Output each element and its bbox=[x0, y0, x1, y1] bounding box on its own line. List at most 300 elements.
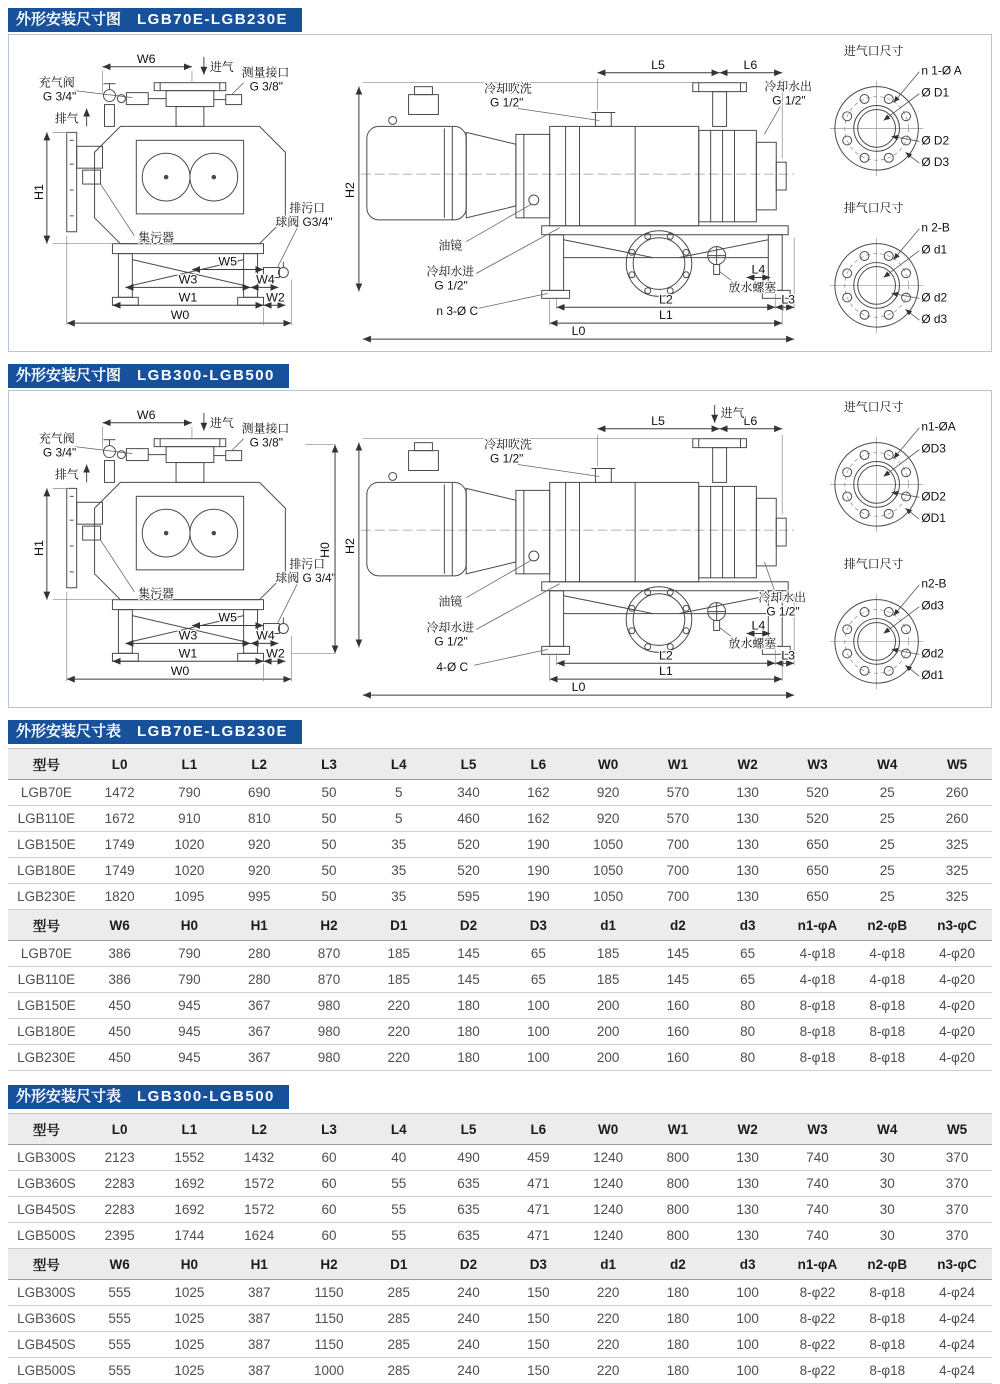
value-cell: 80 bbox=[713, 1019, 783, 1045]
column-header: W2 bbox=[713, 749, 783, 780]
column-header: n2-φB bbox=[852, 1249, 922, 1280]
label-w2: W2 bbox=[266, 646, 285, 661]
value-cell: 5 bbox=[364, 806, 434, 832]
value-cell: 700 bbox=[643, 884, 713, 910]
label-cooling-purge-size: G 1/2" bbox=[490, 95, 524, 110]
model-cell: LGB230E bbox=[8, 884, 85, 910]
value-cell: 240 bbox=[434, 1332, 504, 1358]
inlet-flange-drawing bbox=[830, 72, 923, 176]
column-header: 型号 bbox=[8, 749, 85, 780]
value-cell: 1025 bbox=[155, 1280, 225, 1306]
value-cell: 387 bbox=[224, 1358, 294, 1384]
value-cell: 180 bbox=[643, 1280, 713, 1306]
inlet-flange-title: 进气口尺寸 bbox=[843, 43, 904, 58]
value-cell: 220 bbox=[573, 1358, 643, 1384]
column-header: 型号 bbox=[8, 1249, 85, 1280]
label-w5: W5 bbox=[218, 254, 238, 269]
column-header: d3 bbox=[713, 1249, 783, 1280]
value-cell: 285 bbox=[364, 1306, 434, 1332]
table-row bbox=[8, 993, 992, 1019]
value-cell: 180 bbox=[643, 1358, 713, 1384]
label-oil-sight: 油镜 bbox=[438, 238, 463, 253]
value-cell: 1150 bbox=[294, 1280, 364, 1306]
value-cell: 555 bbox=[85, 1280, 155, 1306]
value-cell: 370 bbox=[922, 1171, 992, 1197]
table-header-row bbox=[8, 910, 992, 941]
value-cell: 180 bbox=[643, 1306, 713, 1332]
table-header-row bbox=[8, 1249, 992, 1280]
label-w1: W1 bbox=[178, 290, 198, 305]
value-cell: 1020 bbox=[155, 832, 225, 858]
value-cell: 285 bbox=[364, 1280, 434, 1306]
label-charge-valve-size: G 3/4" bbox=[42, 445, 77, 460]
label-charge-valve: 充气阀 bbox=[38, 431, 75, 446]
label-charge-valve-size: G 3/4" bbox=[42, 89, 77, 104]
column-header: 型号 bbox=[8, 910, 85, 941]
value-cell: 4-φ20 bbox=[922, 1045, 992, 1071]
value-cell: 570 bbox=[643, 806, 713, 832]
column-header: W3 bbox=[783, 749, 853, 780]
value-cell: 185 bbox=[364, 967, 434, 993]
label-drain-valve: 球阀 G 3/4" bbox=[275, 570, 336, 585]
label-h1: H1 bbox=[31, 540, 46, 556]
column-header: W1 bbox=[643, 749, 713, 780]
column-header: d2 bbox=[643, 910, 713, 941]
value-cell: 1749 bbox=[85, 858, 155, 884]
column-header: n3-φC bbox=[922, 910, 992, 941]
value-cell: 4-φ18 bbox=[852, 967, 922, 993]
outlet-flange-title: 排气口尺寸 bbox=[843, 200, 904, 215]
label-intake: 进气 bbox=[209, 415, 234, 430]
value-cell: 1472 bbox=[85, 780, 155, 806]
label-l6: L6 bbox=[743, 413, 758, 428]
model-cell: LGB300S bbox=[8, 1280, 85, 1306]
value-cell: 8-φ18 bbox=[852, 993, 922, 1019]
value-cell: 130 bbox=[713, 1145, 783, 1171]
section-header-table-2 bbox=[8, 1085, 289, 1109]
column-header: D2 bbox=[434, 1249, 504, 1280]
value-cell: 240 bbox=[434, 1280, 504, 1306]
value-cell: 1150 bbox=[294, 1332, 364, 1358]
label-w5: W5 bbox=[218, 610, 238, 625]
value-cell: 980 bbox=[294, 1019, 364, 1045]
label-h2: H2 bbox=[342, 538, 357, 554]
value-cell: 285 bbox=[364, 1358, 434, 1384]
table-row bbox=[8, 1306, 992, 1332]
column-header: W4 bbox=[852, 1114, 922, 1145]
label-cooling-in: 冷却水进 bbox=[426, 264, 475, 279]
value-cell: 60 bbox=[294, 1197, 364, 1223]
label-w6: W6 bbox=[136, 51, 156, 66]
value-cell: 100 bbox=[503, 1019, 573, 1045]
value-cell: 635 bbox=[434, 1197, 504, 1223]
value-cell: 240 bbox=[434, 1306, 504, 1332]
table-row bbox=[8, 967, 992, 993]
value-cell: 650 bbox=[783, 832, 853, 858]
section-title: 外形安装尺寸表 bbox=[16, 1088, 122, 1105]
label-dirt-collector: 集污器 bbox=[138, 230, 175, 245]
table-row bbox=[8, 806, 992, 832]
value-cell: 220 bbox=[364, 1045, 434, 1071]
value-cell: 220 bbox=[364, 1019, 434, 1045]
value-cell: 200 bbox=[573, 1019, 643, 1045]
value-cell: 800 bbox=[643, 1171, 713, 1197]
column-header: H0 bbox=[155, 1249, 225, 1280]
value-cell: 520 bbox=[434, 858, 504, 884]
value-cell: 130 bbox=[713, 832, 783, 858]
value-cell: 595 bbox=[434, 884, 504, 910]
value-cell: 386 bbox=[85, 941, 155, 967]
value-cell: 220 bbox=[573, 1332, 643, 1358]
value-cell: 570 bbox=[643, 780, 713, 806]
value-cell: 800 bbox=[643, 1223, 713, 1249]
value-cell: 35 bbox=[364, 858, 434, 884]
value-cell: 280 bbox=[224, 941, 294, 967]
value-cell: 60 bbox=[294, 1145, 364, 1171]
model-cell: LGB300S bbox=[8, 1145, 85, 1171]
value-cell: 100 bbox=[503, 993, 573, 1019]
model-cell: LGB180E bbox=[8, 858, 85, 884]
value-cell: 386 bbox=[85, 967, 155, 993]
value-cell: 25 bbox=[852, 858, 922, 884]
value-cell: 520 bbox=[434, 832, 504, 858]
model-cell: LGB500S bbox=[8, 1223, 85, 1249]
value-cell: 1050 bbox=[573, 884, 643, 910]
value-cell: 790 bbox=[155, 967, 225, 993]
label-dirt-collector: 集污器 bbox=[138, 586, 175, 601]
value-cell: 790 bbox=[155, 780, 225, 806]
value-cell: 920 bbox=[573, 780, 643, 806]
label-inlet-dia-1: Ø D1 bbox=[921, 85, 950, 100]
value-cell: 25 bbox=[852, 806, 922, 832]
section-title: 外形安装尺寸图 bbox=[16, 367, 122, 384]
value-cell: 35 bbox=[364, 832, 434, 858]
table-row bbox=[8, 1358, 992, 1384]
value-cell: 1749 bbox=[85, 832, 155, 858]
value-cell: 285 bbox=[364, 1332, 434, 1358]
section-header-diagram-1 bbox=[8, 8, 302, 32]
value-cell: 4-φ18 bbox=[783, 967, 853, 993]
value-cell: 800 bbox=[643, 1145, 713, 1171]
value-cell: 65 bbox=[503, 941, 573, 967]
value-cell: 130 bbox=[713, 780, 783, 806]
value-cell: 180 bbox=[434, 1019, 504, 1045]
value-cell: 4-φ24 bbox=[922, 1280, 992, 1306]
model-cell: LGB180E bbox=[8, 1019, 85, 1045]
value-cell: 1240 bbox=[573, 1171, 643, 1197]
value-cell: 240 bbox=[434, 1358, 504, 1384]
value-cell: 1025 bbox=[155, 1332, 225, 1358]
column-header: D1 bbox=[364, 910, 434, 941]
label-inlet-dia-1: ØD3 bbox=[921, 441, 946, 456]
value-cell: 1050 bbox=[573, 858, 643, 884]
value-cell: 55 bbox=[364, 1223, 434, 1249]
value-cell: 690 bbox=[224, 780, 294, 806]
value-cell: 8-φ22 bbox=[783, 1306, 853, 1332]
table-row bbox=[8, 832, 992, 858]
value-cell: 471 bbox=[503, 1223, 573, 1249]
value-cell: 145 bbox=[434, 967, 504, 993]
column-header: D3 bbox=[503, 910, 573, 941]
label-measure-port-size: G 3/8" bbox=[249, 79, 283, 94]
column-header: L4 bbox=[364, 749, 434, 780]
value-cell: 65 bbox=[503, 967, 573, 993]
label-cooling-purge: 冷却吹洗 bbox=[484, 437, 532, 452]
value-cell: 30 bbox=[852, 1145, 922, 1171]
value-cell: 1552 bbox=[155, 1145, 225, 1171]
value-cell: 50 bbox=[294, 780, 364, 806]
column-header: L1 bbox=[155, 1114, 225, 1145]
value-cell: 325 bbox=[922, 884, 992, 910]
value-cell: 945 bbox=[155, 993, 225, 1019]
label-l3: L3 bbox=[781, 292, 796, 307]
label-outlet-dia-3: Ø d3 bbox=[921, 312, 948, 327]
value-cell: 100 bbox=[713, 1306, 783, 1332]
value-cell: 471 bbox=[503, 1197, 573, 1223]
table-row bbox=[8, 1280, 992, 1306]
value-cell: 30 bbox=[852, 1197, 922, 1223]
label-l0: L0 bbox=[571, 680, 586, 695]
value-cell: 185 bbox=[573, 941, 643, 967]
value-cell: 800 bbox=[643, 1197, 713, 1223]
model-cell: LGB110E bbox=[8, 806, 85, 832]
label-cooling-in: 冷却水进 bbox=[426, 620, 475, 635]
model-cell: LGB70E bbox=[8, 941, 85, 967]
value-cell: 65 bbox=[713, 967, 783, 993]
value-cell: 1692 bbox=[155, 1171, 225, 1197]
column-header: W2 bbox=[713, 1114, 783, 1145]
value-cell: 130 bbox=[713, 858, 783, 884]
value-cell: 740 bbox=[783, 1145, 853, 1171]
column-header: W6 bbox=[85, 1249, 155, 1280]
table-header-row bbox=[8, 749, 992, 780]
label-h2: H2 bbox=[342, 182, 357, 198]
label-h1: H1 bbox=[31, 184, 46, 200]
value-cell: 740 bbox=[783, 1171, 853, 1197]
model-cell: LGB450S bbox=[8, 1197, 85, 1223]
dimension-table-2 bbox=[8, 1113, 992, 1384]
label-outlet-bolts: n2-B bbox=[921, 576, 947, 591]
value-cell: 1095 bbox=[155, 884, 225, 910]
column-header: H1 bbox=[224, 1249, 294, 1280]
label-side-intake: 进气 bbox=[720, 405, 745, 420]
model-cell: LGB150E bbox=[8, 832, 85, 858]
value-cell: 40 bbox=[364, 1145, 434, 1171]
label-cooling-in-size: G 1/2" bbox=[434, 634, 468, 649]
value-cell: 130 bbox=[713, 1197, 783, 1223]
value-cell: 1000 bbox=[294, 1358, 364, 1384]
value-cell: 180 bbox=[434, 993, 504, 1019]
value-cell: 220 bbox=[573, 1280, 643, 1306]
table-row bbox=[8, 1045, 992, 1071]
column-header: L5 bbox=[434, 1114, 504, 1145]
label-outlet-dia-1: Ød3 bbox=[921, 598, 944, 613]
value-cell: 145 bbox=[643, 941, 713, 967]
label-drain-valve: 球阀 G3/4" bbox=[275, 214, 333, 229]
label-cooling-out: 冷却水出 bbox=[764, 79, 812, 94]
value-cell: 8-φ18 bbox=[852, 1280, 922, 1306]
section-title: 外形安装尺寸表 bbox=[16, 723, 122, 740]
label-cooling-purge-size: G 1/2" bbox=[490, 451, 524, 466]
model-cell: LGB360S bbox=[8, 1171, 85, 1197]
value-cell: 8-φ18 bbox=[852, 1332, 922, 1358]
value-cell: 450 bbox=[85, 1019, 155, 1045]
installation-dimension-drawing bbox=[9, 35, 991, 351]
label-drain-port: 排污口 bbox=[289, 556, 326, 571]
value-cell: 450 bbox=[85, 993, 155, 1019]
value-cell: 635 bbox=[434, 1223, 504, 1249]
table-row bbox=[8, 858, 992, 884]
value-cell: 1624 bbox=[224, 1223, 294, 1249]
label-h0: H0 bbox=[318, 542, 333, 558]
label-l1: L1 bbox=[659, 308, 673, 323]
value-cell: 635 bbox=[434, 1171, 504, 1197]
value-cell: 790 bbox=[155, 941, 225, 967]
value-cell: 1050 bbox=[573, 832, 643, 858]
value-cell: 4-φ24 bbox=[922, 1358, 992, 1384]
value-cell: 4-φ20 bbox=[922, 993, 992, 1019]
value-cell: 450 bbox=[85, 1045, 155, 1071]
label-inlet-dia-2: Ø D2 bbox=[921, 133, 950, 148]
value-cell: 130 bbox=[713, 1223, 783, 1249]
value-cell: 4-φ24 bbox=[922, 1306, 992, 1332]
value-cell: 130 bbox=[713, 1171, 783, 1197]
value-cell: 145 bbox=[643, 967, 713, 993]
label-drain-plug: 放水螺塞 bbox=[728, 280, 777, 295]
value-cell: 870 bbox=[294, 967, 364, 993]
side-view-drawing bbox=[359, 429, 794, 695]
value-cell: 145 bbox=[434, 941, 504, 967]
column-header: 型号 bbox=[8, 1114, 85, 1145]
installation-dimension-drawing bbox=[9, 391, 991, 707]
value-cell: 910 bbox=[155, 806, 225, 832]
value-cell: 200 bbox=[573, 1045, 643, 1071]
column-header: L2 bbox=[224, 749, 294, 780]
value-cell: 260 bbox=[922, 780, 992, 806]
value-cell: 8-φ18 bbox=[783, 1019, 853, 1045]
label-exhaust: 排气 bbox=[54, 111, 79, 126]
column-header: n1-φA bbox=[783, 1249, 853, 1280]
value-cell: 920 bbox=[573, 806, 643, 832]
column-header: d3 bbox=[713, 910, 783, 941]
dimension-table bbox=[8, 1113, 992, 1384]
column-header: H2 bbox=[294, 910, 364, 941]
value-cell: 8-φ18 bbox=[783, 1045, 853, 1071]
value-cell: 1572 bbox=[224, 1171, 294, 1197]
table-row bbox=[8, 1145, 992, 1171]
value-cell: 160 bbox=[643, 1019, 713, 1045]
label-outlet-dia-1: Ø d1 bbox=[921, 242, 948, 257]
value-cell: 2283 bbox=[85, 1171, 155, 1197]
value-cell: 30 bbox=[852, 1171, 922, 1197]
label-w3: W3 bbox=[178, 628, 198, 643]
value-cell: 367 bbox=[224, 1045, 294, 1071]
value-cell: 2395 bbox=[85, 1223, 155, 1249]
column-header: L5 bbox=[434, 749, 504, 780]
column-header: L6 bbox=[503, 1114, 573, 1145]
dimension-table bbox=[8, 748, 992, 1071]
label-drain-port: 排污口 bbox=[289, 200, 326, 215]
value-cell: 460 bbox=[434, 806, 504, 832]
column-header: H0 bbox=[155, 910, 225, 941]
value-cell: 490 bbox=[434, 1145, 504, 1171]
value-cell: 30 bbox=[852, 1223, 922, 1249]
value-cell: 162 bbox=[503, 806, 573, 832]
column-header: H1 bbox=[224, 910, 294, 941]
label-w0: W0 bbox=[170, 308, 190, 323]
column-header: W6 bbox=[85, 910, 155, 941]
value-cell: 2123 bbox=[85, 1145, 155, 1171]
section-header-table-1 bbox=[8, 720, 302, 744]
value-cell: 60 bbox=[294, 1171, 364, 1197]
value-cell: 50 bbox=[294, 806, 364, 832]
label-cooling-out: 冷却水出 bbox=[758, 590, 806, 605]
label-w1: W1 bbox=[178, 646, 198, 661]
label-measure-port: 测量接口 bbox=[241, 65, 290, 80]
value-cell: 25 bbox=[852, 884, 922, 910]
label-w4: W4 bbox=[256, 628, 275, 643]
column-header: W1 bbox=[643, 1114, 713, 1145]
value-cell: 325 bbox=[922, 858, 992, 884]
label-inlet-dia-3: Ø D3 bbox=[921, 155, 950, 170]
column-header: D2 bbox=[434, 910, 504, 941]
diagram-panel-2 bbox=[8, 390, 992, 708]
column-header: n2-φB bbox=[852, 910, 922, 941]
column-header: D1 bbox=[364, 1249, 434, 1280]
value-cell: 870 bbox=[294, 941, 364, 967]
value-cell: 555 bbox=[85, 1332, 155, 1358]
column-header: d1 bbox=[573, 1249, 643, 1280]
label-inlet-dia-2: ØD2 bbox=[921, 489, 946, 504]
value-cell: 387 bbox=[224, 1280, 294, 1306]
value-cell: 555 bbox=[85, 1358, 155, 1384]
value-cell: 185 bbox=[573, 967, 643, 993]
column-header: d2 bbox=[643, 1249, 713, 1280]
value-cell: 1240 bbox=[573, 1145, 643, 1171]
value-cell: 280 bbox=[224, 967, 294, 993]
value-cell: 25 bbox=[852, 780, 922, 806]
value-cell: 1240 bbox=[573, 1223, 643, 1249]
label-outlet-dia-2: Ø d2 bbox=[921, 290, 948, 305]
value-cell: 220 bbox=[364, 993, 434, 1019]
value-cell: 185 bbox=[364, 941, 434, 967]
model-cell: LGB360S bbox=[8, 1306, 85, 1332]
value-cell: 8-φ18 bbox=[852, 1358, 922, 1384]
value-cell: 60 bbox=[294, 1223, 364, 1249]
value-cell: 700 bbox=[643, 832, 713, 858]
value-cell: 55 bbox=[364, 1197, 434, 1223]
value-cell: 8-φ22 bbox=[783, 1332, 853, 1358]
label-foot-holes: 4-Ø C bbox=[436, 660, 469, 675]
value-cell: 65 bbox=[713, 941, 783, 967]
value-cell: 4-φ18 bbox=[852, 941, 922, 967]
section-header-diagram-2 bbox=[8, 364, 289, 388]
value-cell: 50 bbox=[294, 832, 364, 858]
value-cell: 50 bbox=[294, 858, 364, 884]
value-cell: 920 bbox=[224, 858, 294, 884]
column-header: d1 bbox=[573, 910, 643, 941]
value-cell: 370 bbox=[922, 1197, 992, 1223]
value-cell: 100 bbox=[713, 1332, 783, 1358]
column-header: L1 bbox=[155, 749, 225, 780]
value-cell: 650 bbox=[783, 858, 853, 884]
label-l5: L5 bbox=[651, 413, 665, 428]
value-cell: 5 bbox=[364, 780, 434, 806]
label-l6: L6 bbox=[743, 57, 758, 72]
value-cell: 740 bbox=[783, 1197, 853, 1223]
label-l2: L2 bbox=[659, 648, 673, 663]
model-cell: LGB500S bbox=[8, 1358, 85, 1384]
